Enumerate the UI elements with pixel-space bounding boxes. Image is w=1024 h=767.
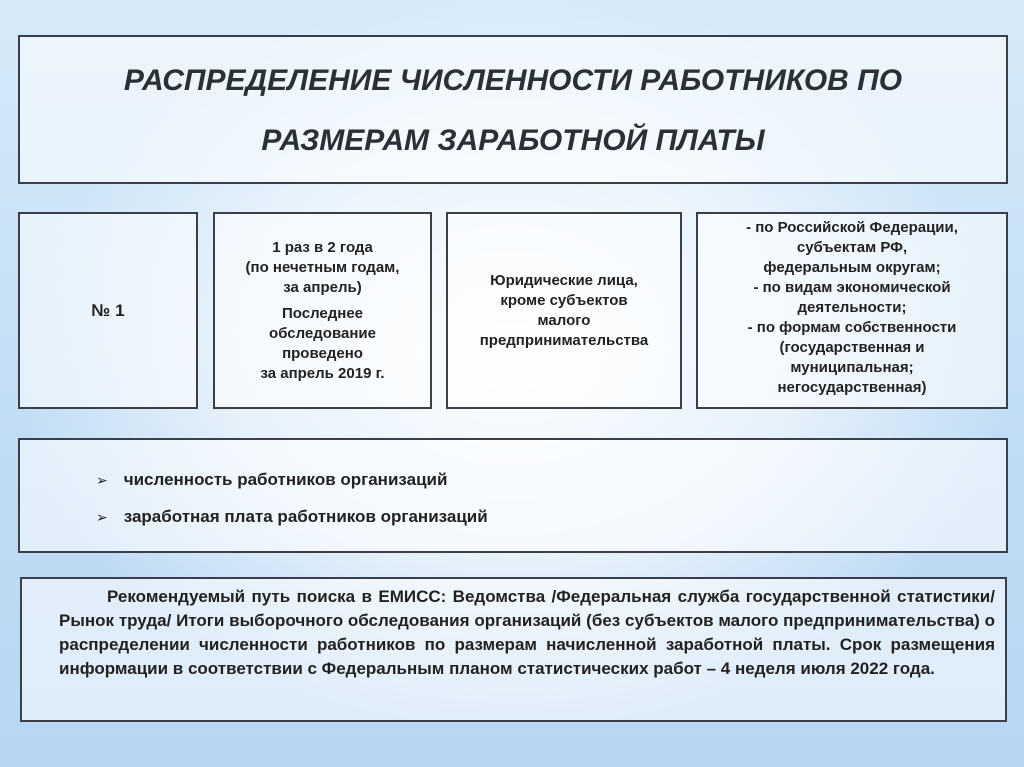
reporting-units-cell	[446, 212, 682, 409]
page-title	[20, 51, 1006, 171]
form-number: № 1	[91, 300, 125, 320]
arrow-bullet-icon: ➢	[96, 508, 108, 525]
periodicity-cell	[213, 212, 432, 409]
levels-line-5: деятельности;	[797, 299, 907, 316]
period-line-7: за апрель 2019 г.	[260, 364, 385, 382]
indicator-item	[96, 470, 447, 490]
title-box	[18, 35, 1008, 184]
units-line-1: Юридические лица,	[490, 271, 638, 289]
period-line-6: проведено	[282, 344, 363, 362]
levels-line-6: - по формам собственности	[747, 319, 957, 336]
period-line-1: 1 раз в 2 года	[272, 238, 373, 256]
indicator-label: численность работников организаций	[123, 470, 448, 489]
period-line-2: (по нечетным годам,	[245, 258, 400, 276]
indicator-label: заработная плата работников организаций	[123, 507, 488, 526]
aggregation-levels-cell	[696, 212, 1008, 409]
period-line-3: за апрель)	[283, 278, 362, 296]
page-title-line-1: РАСПРЕДЕЛЕНИЕ ЧИСЛЕННОСТИ РАБОТНИКОВ ПО	[123, 64, 903, 97]
levels-line-9: негосударственная)	[777, 379, 927, 396]
page-title-line-2: РАЗМЕРАМ ЗАРАБОТНОЙ ПЛАТЫ	[261, 124, 765, 157]
units-line-4: предпринимательства	[479, 331, 649, 349]
levels-line-8: муниципальная;	[790, 359, 914, 376]
levels-line-1: - по Российской Федерации,	[746, 219, 958, 236]
levels-line-2: субъектам РФ,	[796, 239, 908, 256]
form-number-cell	[18, 212, 198, 409]
units-line-2: кроме субъектов	[500, 291, 628, 309]
levels-line-3: федеральным округам;	[763, 259, 941, 276]
arrow-bullet-icon: ➢	[96, 471, 108, 488]
period-line-4: Последнее	[281, 304, 364, 322]
indicators-box	[18, 438, 1008, 553]
units-line-3: малого	[537, 311, 591, 329]
period-line-5: обследование	[269, 324, 376, 342]
emiss-path-text: Рекомендуемый путь поиска в ЕМИСС: Ведомства /Федеральная служба государственной статистики/Рынок труда/ Итоги выборочного обследования организаций (без субъектов малого предпринимательства) о распределении численности работников по размерам начисленной заработной платы. Срок размещения информации в соответствии с Федеральным планом статистических работ – 4 неделя июля 2022 года.	[59, 587, 995, 678]
levels-line-4: - по видам экономической	[753, 279, 951, 296]
emiss-info-box	[20, 577, 1007, 722]
indicator-item	[96, 507, 488, 527]
levels-line-7: (государственная и	[779, 339, 925, 356]
